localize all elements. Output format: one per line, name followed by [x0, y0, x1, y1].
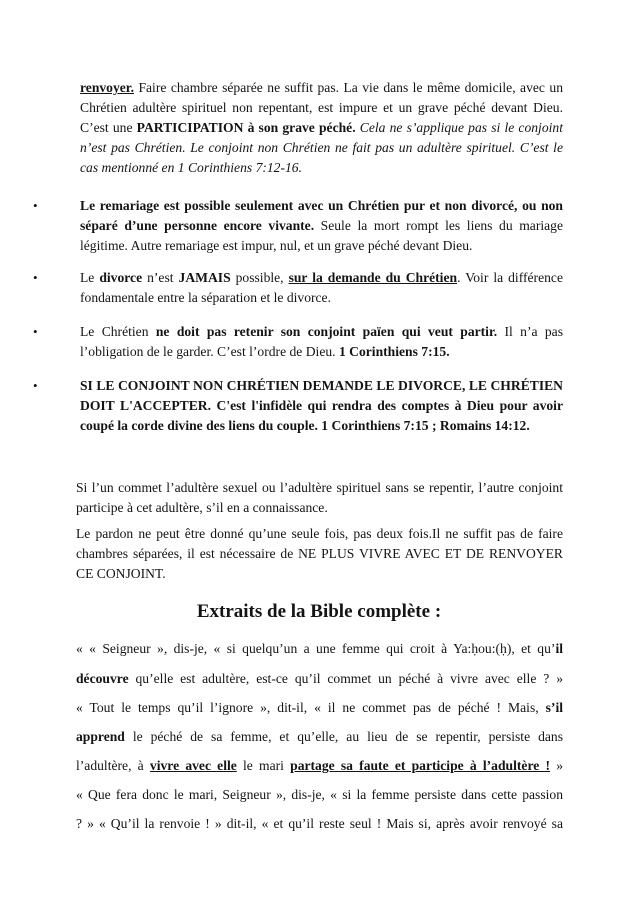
- emphasis-apprend: apprend: [76, 729, 125, 744]
- bullet-remariage: [80, 196, 563, 256]
- emphasis-jamais: JAMAIS: [178, 270, 231, 285]
- extract-line-1: [76, 639, 563, 659]
- extract-line-2: [76, 669, 563, 689]
- emphasis-demande: sur la demande du Chrétien: [288, 270, 458, 285]
- text: l’adultère, à: [76, 758, 150, 773]
- reference-1cor-7-15: 1 Corinthiens 7:15.: [338, 344, 450, 359]
- paragraph-pardon: Le pardon ne peut être donné qu’une seule fois, pas deux fois.Il ne suffit pas de faire chambres séparées, il est nécessaire de NE PLUS VIVRE AVEC ET DE RENVOYER CE CONJOINT.: [76, 526, 563, 581]
- text: « Tout le temps qu’il l’ignore », dit-il, « il ne commet pas de péché ! Mais,: [76, 700, 546, 715]
- text: Le Chrétien: [80, 324, 156, 339]
- bullet-glyph: •: [33, 324, 38, 339]
- text: qu’elle est adultère, est-ce qu’il commet un péché à vivre avec elle ? »: [128, 671, 563, 686]
- text: n’est: [142, 270, 179, 285]
- text: Il n’a pas l’obligation de le garder. C’est l’ordre de Dieu.: [80, 324, 564, 359]
- bullet-glyph: •: [33, 270, 38, 285]
- text: »: [550, 758, 563, 773]
- emphasis-decouvre: découvre: [76, 671, 129, 686]
- text: Faire chambre séparée ne suffit pas. La vie dans le même domicile, avec un Chrétien adultère spirituel non repentant, est impure et un grave péché devant Dieu. C’est une: [80, 80, 563, 135]
- text: « « Seigneur », dis-je, « si quelqu’un a une femme qui croit à Ya:ḥou:(ḥ), et qu’: [76, 641, 556, 656]
- emphasis-partage-sa-faute: partage sa faute et participe à l’adultère !: [290, 758, 550, 773]
- extract-line-6: « Que fera donc le mari, Seigneur », dis-je, « si la femme persiste dans cette passion: [76, 787, 563, 802]
- bullet-divorce-accepter: SI LE CONJOINT NON CHRÉTIEN DEMANDE LE DIVORCE, LE CHRÉTIEN DOIT L'ACCEPTER. C'est l'infidèle qui rendra des comptes à Dieu pour avoir coupé la corde divine des liens du couple. 1 Corinthiens 7:15 ; Romains 14:12.: [80, 378, 563, 433]
- italic-note: Cela ne s’applique pas si le conjoint n’est pas Chrétien. Le conjoint non Chrétien ne fait pas un adultère spirituel. C’est le cas mentionné en 1 Corinthiens 7:12-16.: [80, 120, 563, 175]
- extract-line-3: [76, 698, 563, 718]
- bullet-glyph: •: [33, 198, 38, 213]
- extract-line-5: [76, 756, 563, 776]
- emphasis-divorce: divorce: [99, 270, 143, 285]
- text: le mari: [236, 758, 291, 773]
- emphasis-vivre-avec-elle: vivre avec elle: [149, 758, 237, 773]
- emphasis-participation: PARTICIPATION à son grave péché.: [136, 120, 356, 135]
- bullet-divorce: [80, 268, 563, 308]
- extract-line-4: [76, 727, 563, 747]
- text: possible,: [230, 270, 289, 285]
- text: Le: [80, 270, 100, 285]
- emphasis-remariage: Le remariage est possible seulement avec un Chrétien pur et non divorcé, ou non séparé d’une personne encore vivante.: [80, 198, 563, 233]
- emphasis-il: il: [555, 641, 563, 656]
- bullet-retenir: [80, 322, 563, 362]
- bullet-glyph: •: [33, 378, 38, 393]
- emphasis-renvoyer: renvoyer.: [80, 80, 134, 95]
- text: . Voir la différence fondamentale entre la séparation et le divorce.: [80, 270, 563, 305]
- emphasis-sil: s’il: [545, 700, 563, 715]
- text: Seule la mort rompt les liens du mariage légitime. Autre remariage est impur, nul, et un grave péché devant Dieu.: [80, 218, 563, 253]
- text: le péché de sa femme, et qu’elle, au lieu de se repentir, persiste dans: [124, 729, 563, 744]
- extract-line-7: ? » « Qu’il la renvoie ! » dit-il, « et qu’il reste seul ! Mais si, après avoir renvoyé sa: [76, 816, 563, 831]
- section-heading: Extraits de la Bible complète :: [196, 601, 442, 622]
- paragraph-adultere: Si l’un commet l’adultère sexuel ou l’adultère spirituel sans se repentir, l’autre conjoint participe à cet adultère, s’il en a connaissance.: [76, 480, 563, 515]
- paragraph-renvoyer: [80, 78, 563, 178]
- emphasis-retenir: ne doit pas retenir son conjoint païen qui veut partir.: [155, 324, 498, 339]
